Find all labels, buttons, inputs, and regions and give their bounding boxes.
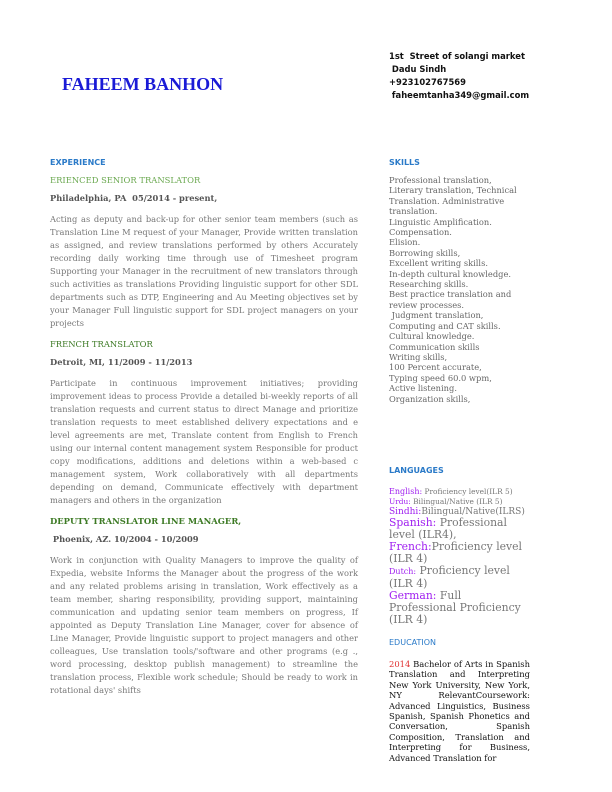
experience-section (50, 158, 358, 706)
language-item (389, 487, 530, 497)
language-name: French: (389, 539, 432, 553)
language-item (389, 517, 530, 541)
skill-item: Borrowing skills, (389, 247, 461, 258)
language-level: Proficiency level(ILR 5) (422, 486, 513, 496)
education-text: Bachelor of Arts in Spanish Translation and Interpreting New York University, New York, NY RelevantCoursework: Advanced Linguistics, Business Spanish, Spanish Phonetics and Conversation, Spanish Composition, Translation and Interpreting for Business, Advanced Translation for (389, 658, 530, 763)
skill-item: Elision. (389, 237, 421, 248)
language-name: Dutch: (389, 566, 417, 576)
experience-heading: EXPERIENCE (50, 158, 106, 167)
language-level: Professional level (ILR4), (389, 515, 507, 541)
job-location-dates: Phoenix, AZ. 10/2004 - 10/2009 (50, 534, 199, 544)
language-level: Full Professional Proficiency (ILR 4) (389, 588, 521, 626)
language-level: Bilingual/Native (ILR 5) (410, 496, 503, 506)
skills-heading: SKILLS (389, 158, 420, 167)
language-level: Bilingual/Native(ILRS) (421, 506, 525, 517)
language-item (389, 541, 530, 565)
skill-item: translation. (389, 206, 438, 217)
skill-item: Best practice translation and (389, 289, 512, 300)
email: faheemtanha349@gmail.com (389, 90, 530, 100)
skill-item: Writing skills, (389, 351, 448, 362)
language-item (389, 565, 530, 590)
candidate-name: FAHEEM BANHON (62, 74, 224, 94)
language-name: Sindhi: (389, 506, 422, 517)
skills-list (389, 175, 530, 404)
phone: +923102767569 (389, 77, 466, 87)
skill-item: In-depth cultural knowledge. (389, 268, 511, 279)
contact-info (389, 50, 529, 102)
skill-item: review processes. (389, 299, 465, 310)
job-location-dates: Detroit, MI, 11/2009 - 11/2013 (50, 357, 193, 367)
skill-item: Judgment translation, (389, 310, 484, 321)
job-description: Work in conjunction with Quality Managers to improve the quality of Expedia, website Informs the Manager about the progress of the work and any related problems arising in translation, Work effectively as a team member, sharing responsibility, providing support, maintaining communication and updating senior team members on progress, If appointed as Deputy Translation Line Manager, cover for absence of Line Manager, Provide linguistic support to project managers and other colleagues, Use translation tools/'software and other programs (e.g ., word processing, desktop publish management) to streamline the translation process, Flexible work schedule; Should be ready to work in rotational days' shifts (50, 555, 358, 695)
job-location-dates: Philadelphia, PA 05/2014 - present, (50, 193, 218, 203)
language-name: German: (389, 588, 437, 602)
skill-item: Literary translation, Technical (389, 185, 517, 196)
language-name: Urdu: (389, 496, 411, 506)
language-name: Spanish: (389, 515, 437, 529)
skill-item: 100 Percent accurate, (389, 362, 482, 373)
skill-item: Translation. Administrative (389, 195, 505, 206)
language-level: Proficiency level (ILR 4) (389, 539, 522, 565)
sidebar (389, 158, 530, 763)
languages-list (389, 487, 530, 626)
language-level: Proficiency level (ILR 4) (389, 563, 510, 590)
job-title: FRENCH TRANSLATOR (50, 339, 153, 349)
skill-item: Communication skills (389, 341, 480, 352)
education-heading: EDUCATION (389, 637, 437, 647)
job-title: DEPUTY TRANSLATOR LINE MANAGER, (50, 516, 242, 526)
job-description: Acting as deputy and back-up for other senior team members (such as Translation Line M request of your Manager, Provide written translation as assigned, and review translations performed by others Accurately recording daily working time through use of Timesheet program Supporting your Manager in the recruitment of new translators through such activities as translations Providing linguistic support for other SDL departments such as DTP, Engineering and Au Meeting objectives set by your Manager Full linguistic support for SDL project managers on your projects (50, 214, 358, 328)
education-year: 2014 (389, 658, 411, 669)
address-line-2: Dadu Sindh (389, 64, 447, 74)
skill-item: Excellent writing skills. (389, 258, 488, 269)
skill-item: Typing speed 60.0 wpm, (389, 372, 492, 383)
job-title: ERIENCED SENIOR TRANSLATOR (50, 175, 201, 185)
skill-item: Computing and CAT skills. (389, 320, 501, 331)
skill-item: Compensation. (389, 227, 452, 238)
language-name: English: (389, 486, 423, 496)
language-item (389, 590, 530, 626)
education-entry (389, 659, 530, 763)
skill-item: Linguistic Amplification. (389, 216, 492, 227)
skill-item: Researching skills. (389, 279, 469, 290)
language-item (389, 497, 530, 507)
skill-item: Cultural knowledge. (389, 331, 475, 342)
skill-item: Professional translation, (389, 175, 492, 185)
address-line-1: 1st Street of solangi market (389, 51, 525, 61)
skill-item: Active listening. (389, 383, 457, 394)
job-description: Participate in continuous improvement initiatives; providing improvement ideas to process Provide a detailed bi-weekly reports of all translation requests and current status to direct Manage and prioritize translation requests to meet established delivery expectations and e level agreements are met, Translate content from English to French using our internal content management system Responsible for product copy modifications, additions and deletions within a web-based c management system, Work collaboratively with all departments depending on demand, Communicate effectively with department managers and others in the organization (50, 378, 358, 505)
skill-item: Organization skills, (389, 393, 471, 404)
languages-heading: LANGUAGES (389, 465, 444, 475)
